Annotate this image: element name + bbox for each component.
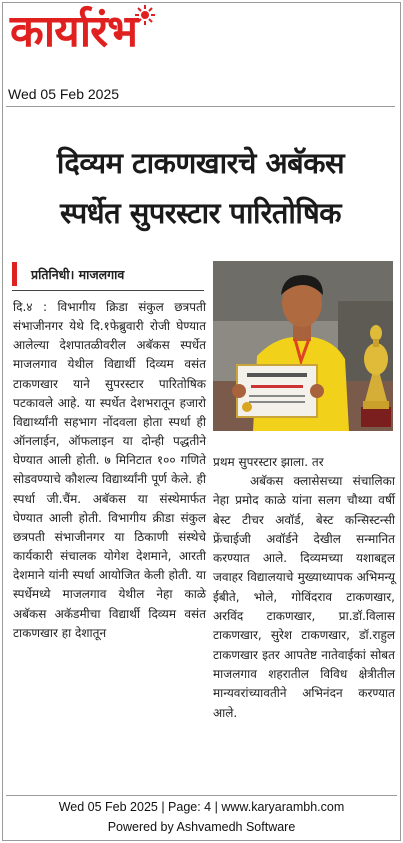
article-body-right-intro: प्रथम सुपरस्टार झाला. तर: [213, 455, 324, 469]
byline-box: [12, 262, 203, 286]
byline-underline: [12, 290, 204, 291]
headline-line-1: दिव्यम टाकणखारचे अबॅकस: [56, 146, 345, 180]
header-divider: [6, 106, 395, 107]
sun-emblem-icon: [134, 4, 156, 26]
newspaper-logo[interactable]: कार्यारंभ: [10, 6, 138, 57]
article-headline: [8, 138, 393, 238]
footer-divider: [6, 795, 397, 796]
footer-powered-by: Powered by Ashvamedh Software: [107, 820, 296, 834]
headline-line-2: स्पर्धेत सुपरस्टार पारितोषिक: [60, 196, 341, 230]
article-body-right-column: अबॅकस क्लासेसच्या संचालिका नेहा प्रमोद काळे यांना सलग चौथ्या वर्षी बेस्ट टीचर अवॉर्ड, बेस्ट कन्सिस्टन्सी फ्रेंचाईजी अवॉर्डने देखील सन्मानित करण्यात आले. दिव्यमच्या यशाबद्दल जवाहर विद्यालयाचे मुख्याध्यापक अभिमन्यू ईबीते, भोले, गोविंदराव टाकणखार, अरविंद टाकणखार, प्रा.डॉ.विलास टाकणखार, सुरेश टाकणखार, डॉ.राहुल टाकणखार इतर आपतेष्ट नातेवाईकां सोबत माजलगाव शहरातील विविध क्षेत्रीतील मान्यवरांच्यावतीने अभिनंदन करण्यात आले.: [213, 474, 395, 720]
edition-date: Wed 05 Feb 2025: [8, 86, 120, 102]
byline: प्रतिनिधी। माजलगाव: [31, 267, 125, 282]
article-body-left-column: दि.४ : विभागीय क्रिडा संकुल छत्रपती संभाजीनगर येथे दि.१फेब्रुवारी रोजी घेण्यात आलेल्या देशपातळीवरील अबॅकस स्पर्धेत माजलगाव येथील विद्यार्थी दिव्यम वसंत टाकणखार याने सुपरस्टार पारितोषिक पटकावले आहे. या स्पर्धेत देशभरातून हजारो विद्यार्थ्यांनी सहभाग नोंदवला होता स्पर्धा ही ऑनलाईन, ऑफलाइन या दोन्ही पद्धतीने घेण्यात आली होती. ७ मिनिटात १०० गणिते सोडवण्याचे कौशल्य विद्यार्थ्यांनी पूर्ण केले. ही स्पर्धा जी.चैंम. अबॅकस या संस्थेमार्फत घेण्यात आली होती. विभागीय क्रीडा संकुल छत्रपती संभाजीनगर या ठिकाणी संस्थेचे कार्यकारी संचालक योगेश देशमाने, आरती देशमाने यांनी स्पर्धा आयोजित केली होती. या स्पर्धेमध्ये माजलगाव येथील नेहा काळे अबॅकस अकॅडमीचा विद्यार्थी दिव्यम वसंत टाकणखार हा देशातून: [13, 300, 206, 640]
student-with-certificate-and-trophy-icon: [213, 261, 393, 431]
masthead: [6, 4, 246, 76]
footer-edition-info[interactable]: Wed 05 Feb 2025 | Page: 4 | www.karyarambh.com: [58, 800, 345, 814]
